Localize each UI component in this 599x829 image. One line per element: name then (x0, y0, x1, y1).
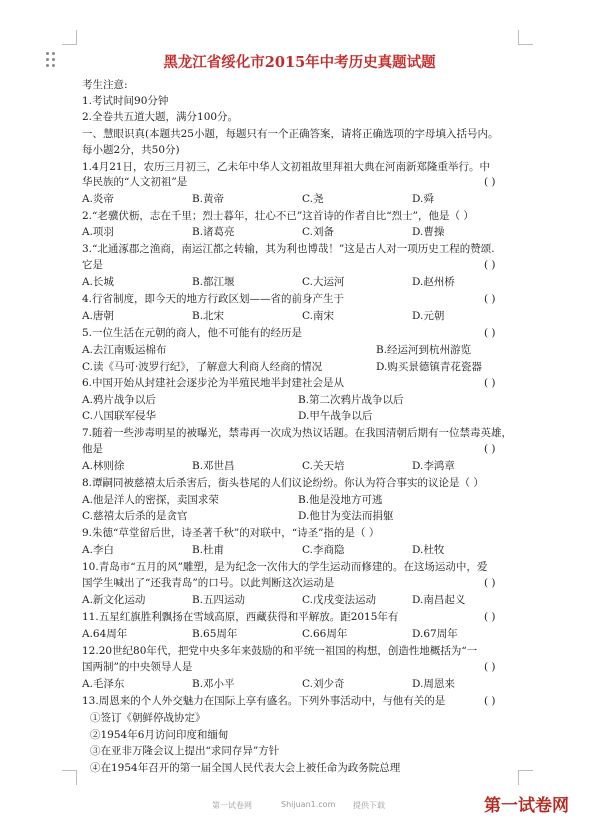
section1-instruction: 一、慧眼识真(本题共25小题，每题只有一个正确答案，请将正确选项的字母填入括号内。 (82, 128, 499, 140)
option-b: B.经运河到杭州游览 (376, 344, 472, 356)
option-a: A.炎帝 (82, 193, 114, 205)
section1-instruction-2: 每小题2分，共50分) (82, 144, 180, 156)
option-a: A.他是洋人的密探，卖国求荣 (82, 494, 219, 506)
option-b: B.第二次鸦片战争以后 (298, 394, 404, 406)
question-9-options (82, 544, 502, 556)
option-d: D.甲午战争以后 (298, 410, 373, 422)
note-score: 2.全卷共五道大题，满分100分。 (82, 111, 239, 123)
question-5-options-row1 (82, 344, 512, 356)
option-c: C.大运河 (302, 276, 345, 288)
option-a: A.长城 (82, 276, 114, 288)
answer-blank: ( ) (484, 611, 496, 623)
option-a: A.林则徐 (82, 460, 125, 472)
option-c: C.尧 (302, 193, 324, 205)
option-b: B.杜甫 (192, 544, 225, 556)
answer-blank: ( ) (484, 695, 496, 707)
option-c: C.慈禧太后杀的是贪官 (82, 510, 188, 522)
option-b: B.北宋 (192, 310, 225, 322)
question-2-options (82, 226, 502, 238)
answer-blank: ( ) (484, 176, 496, 188)
option-a: A.唐朝 (82, 310, 114, 322)
question-13-item-1: ①签订《朝鲜停战协定》 (90, 712, 206, 724)
question-7-stem: 7.随着一些涉毒明星的被曝光，禁毒再一次成为热议话题。在我国清朝后期有一位禁毒英雄， (82, 427, 513, 439)
option-b: B.黄帝 (192, 193, 225, 205)
footer-site-name: 第一试卷网 (212, 801, 252, 810)
option-a: A.64周年 (82, 628, 128, 640)
option-d: D.赵州桥 (412, 276, 455, 288)
question-10-stem-2: 国学生喊出了“还我青岛”的口号。以此判断这次运动是 (82, 577, 335, 589)
option-c: C.李商隐 (302, 544, 345, 556)
option-c: C.刘备 (302, 226, 334, 238)
option-c: C.八国联军侵华 (82, 410, 156, 422)
option-d: D.周恩来 (412, 678, 455, 690)
option-d: D.他甘为变法而捐躯 (298, 510, 394, 522)
question-6-options-row2 (82, 410, 512, 422)
question-3-options (82, 276, 502, 288)
question-3-stem: 3.“北通涿郡之渔商，南运江都之转输，其为利也博哉！”这是古人对一项历史工程的赞颂. (82, 243, 495, 255)
question-8-options-row1 (82, 494, 512, 506)
question-9-stem: 9.朱德“草堂留后世，诗圣著千秋”的对联中，“诗圣”指的是（ ） (82, 527, 380, 539)
option-a: A.鸦片战争以后 (82, 394, 156, 406)
option-b: B.都江堰 (192, 276, 235, 288)
footer-download-text: 提供下载 (353, 801, 385, 810)
notes-heading: 考生注意: (82, 79, 128, 91)
option-a: A.毛泽东 (82, 678, 125, 690)
question-6-options-row1 (82, 394, 512, 406)
question-3-stem-2: 它是 (82, 259, 103, 271)
question-13-item-4: ④在1954年召开的第一届全国人民代表大会上被任命为政务院总理 (90, 762, 401, 774)
option-c: C.关天培 (302, 460, 345, 472)
question-5-options-row2 (82, 361, 512, 373)
question-12-stem: 12.20世纪80年代，把党中央多年来鼓励的和平统一祖国的构想，创造性地概括为“一 (82, 645, 478, 657)
crop-mark-bottom-right (518, 770, 533, 785)
option-d: D.杜牧 (412, 544, 445, 556)
question-11-options (82, 628, 502, 640)
answer-blank: ( ) (484, 577, 496, 589)
note-time: 1.考试时间90分钟 (82, 95, 169, 107)
answer-blank: ( ) (484, 661, 496, 673)
crop-mark-bottom-left (62, 770, 77, 785)
question-7-stem-2: 他是 (82, 443, 103, 455)
question-13-item-2: ②1954年6月访问印度和缅甸 (90, 729, 229, 741)
option-a: A.新文化运动 (82, 594, 146, 606)
option-d: D.元朝 (412, 310, 445, 322)
option-d: D.舜 (412, 193, 434, 205)
question-8-options-row2 (82, 510, 512, 522)
answer-blank: ( ) (484, 443, 496, 455)
option-d: D.67周年 (412, 628, 458, 640)
question-4-options (82, 310, 502, 322)
question-13-item-3: ③在亚非万隆会议上提出“求同存异”方针 (90, 745, 280, 757)
question-8-stem: 8.谭嗣同被慈禧太后杀害后，街头巷尾的人们议论纷纷。你认为符合事实的议论是（ ） (82, 477, 484, 489)
document-title: 黑龙江省绥化市2015年中考历史真题试题 (163, 54, 436, 71)
option-b: B.邓世昌 (192, 460, 235, 472)
question-13-stem: 13.周恩来的个人外交魅力在国际上享有盛名。下列外事活动中，与他有关的是 (82, 695, 446, 707)
option-c: C.南宋 (302, 310, 334, 322)
crop-mark-top-left (62, 30, 77, 45)
option-b: B.他是没地方可逃 (298, 494, 383, 506)
option-d: D.李鸿章 (412, 460, 455, 472)
option-a: A.李白 (82, 544, 114, 556)
crop-mark-top-right (518, 30, 533, 45)
question-12-stem-2: 国两制”的中央领导人是 (82, 661, 193, 673)
question-6-stem: 6.中国开始从封建社会逐步沦为半殖民地半封建社会是从 (82, 377, 345, 389)
answer-blank: ( ) (484, 327, 496, 339)
question-11-stem: 11.五星红旗胜利飘扬在雪域高原，西藏获得和平解放。距2015年有 (82, 611, 399, 623)
question-10-stem: 10.青岛市“五月的风”雕塑，是为纪念一次伟大的学生运动而修建的。在这场运动中，爱 (82, 561, 488, 573)
option-b: B.65周年 (192, 628, 238, 640)
option-b: B.诸葛亮 (192, 226, 235, 238)
brand-logo: 第一试卷网 (484, 796, 569, 816)
question-4-stem: 4.行省制度，即今天的地方行政区划——省的前身产生于 (82, 293, 345, 305)
question-7-options (82, 460, 502, 472)
option-a: A.项羽 (82, 226, 114, 238)
answer-blank: ( ) (484, 259, 496, 271)
option-d: D.曹操 (412, 226, 445, 238)
footer-site-url: Shijuan1.com (281, 800, 336, 809)
question-1-stem: 1.4月21日，农历三月初三，乙未年中华人文初祖故里拜祖大典在河南新郑隆重举行。中 (82, 161, 491, 173)
question-2-stem: 2.“老骥伏枥，志在千里；烈士暮年，壮心不已”这首诗的作者自比“烈士”，他是（ ） (82, 210, 474, 222)
option-c: C.刘少奇 (302, 678, 345, 690)
question-10-options (82, 594, 502, 606)
question-1-stem-2: 华民族的“人文初祖”是 (82, 176, 188, 188)
question-12-options (82, 678, 502, 690)
option-d: D.购买景德镇青花瓷器 (376, 361, 482, 373)
option-b: B.五四运动 (192, 594, 246, 606)
option-c: C.读《马可·波罗行纪》，了解意大利商人经商的情况 (82, 361, 323, 373)
question-5-stem: 5.一位生活在元朝的商人，他不可能有的经历是 (82, 327, 303, 339)
option-b: B.邓小平 (192, 678, 235, 690)
answer-blank: ( ) (484, 377, 496, 389)
option-c: C.戊戌变法运动 (302, 594, 376, 606)
answer-blank: ( ) (484, 293, 496, 305)
option-c: C.66周年 (302, 628, 348, 640)
option-d: D.南昌起义 (412, 594, 466, 606)
option-a: A.去江南贩运棉布 (82, 344, 167, 356)
question-1-options (82, 193, 502, 205)
